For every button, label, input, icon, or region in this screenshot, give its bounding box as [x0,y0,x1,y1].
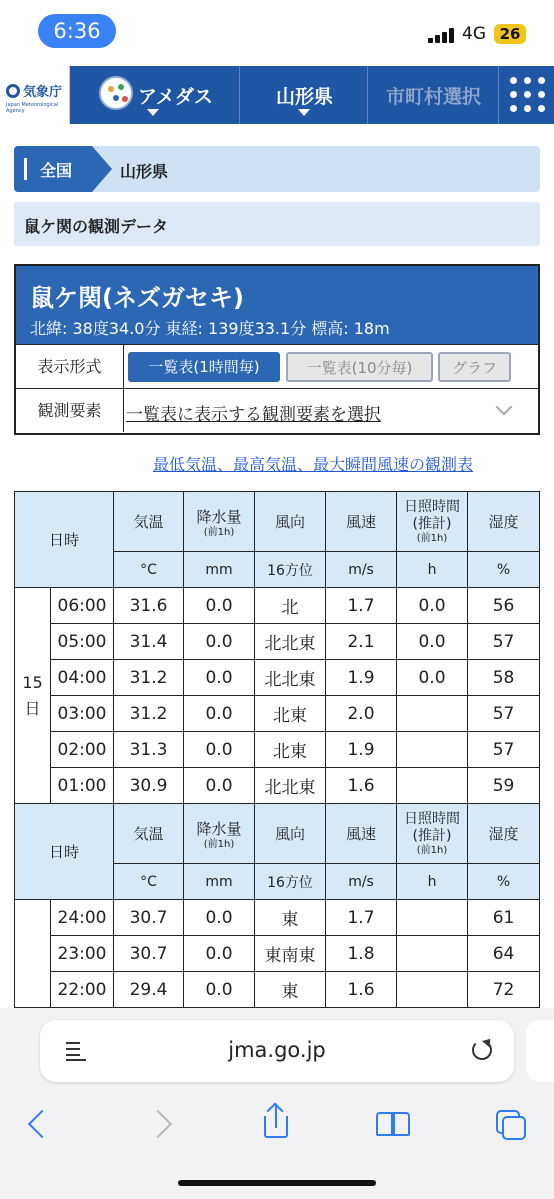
col-temp: 気温 [114,804,184,864]
cell-precip: 0.0 [184,624,255,660]
table-row [15,900,540,936]
cell-precip: 0.0 [184,900,255,936]
cell-temp: 31.3 [114,732,184,768]
logo-subtitle: Japan Meteorological Agency [6,102,59,114]
col-wind-speed: 風速 [326,804,397,864]
cell-time: 04:00 [51,660,114,696]
cell-wind-speed: 1.7 [326,588,397,624]
cell-temp: 31.2 [114,660,184,696]
col-sunshine-label2: (推計) [412,516,452,532]
col-sunshine-label2: (推計) [412,828,452,844]
cell-temp: 29.4 [114,972,184,1008]
col-precip-sub: (前1h) [203,838,235,850]
cell-precip: 0.0 [184,936,255,972]
day-label: 15日 [15,588,51,804]
chevron-down-icon[interactable] [496,399,513,416]
amedas-icon [99,76,133,110]
col-humidity: 湿度 [468,492,540,552]
reload-icon[interactable] [472,1040,492,1060]
logo-name: 気象庁 [23,85,63,100]
cell-precip: 0.0 [184,660,255,696]
col-wind-speed: 風速 [326,492,397,552]
unit-precip: mm [184,864,255,900]
col-precip-label: 降水量 [196,819,242,838]
cell-precip: 0.0 [184,972,255,1008]
table-row [15,696,540,732]
col-precip [184,492,255,552]
cell-wind-speed: 1.9 [326,732,397,768]
cell-humidity: 57 [468,696,540,732]
table-row [15,624,540,660]
station-panel [14,264,540,435]
cell-wind-speed: 1.8 [326,936,397,972]
forward-icon[interactable] [142,1104,182,1144]
col-sunshine [397,492,468,552]
cell-time: 02:00 [51,732,114,768]
unit-temp: °C [114,864,184,900]
col-sunshine-label: 日照時間 [404,811,461,827]
cell-wind-dir: 北東 [255,696,326,732]
cell-wind-speed: 2.1 [326,624,397,660]
cell-humidity: 61 [468,900,540,936]
cell-precip: 0.0 [184,696,255,732]
cell-wind-dir: 北東 [255,732,326,768]
unit-wind-dir: 16方位 [255,864,326,900]
cell-time: 05:00 [51,624,114,660]
elements-label: 観測要素 [16,389,124,432]
cell-sunshine [397,732,468,768]
bookmarks-icon[interactable] [374,1104,414,1144]
format-graph-button[interactable]: グラフ [438,352,511,382]
breadcrumb-current: 山形県 [120,162,169,181]
unit-humidity: % [468,552,540,588]
battery-icon: 26 [494,24,526,44]
nav-prefecture[interactable] [240,66,368,124]
section-title: 鼠ケ関の観測データ [14,202,540,246]
cell-wind-dir: 東南東 [255,936,326,972]
cell-sunshine: 0.0 [397,660,468,696]
extremes-link[interactable]: 最低気温、最高気温、最大瞬間風速の観測表 [153,455,474,474]
jma-emblem-icon [6,84,20,98]
cell-humidity: 72 [468,972,540,1008]
cell-temp: 31.4 [114,624,184,660]
cell-sunshine: 0.0 [397,624,468,660]
next-tab-preview[interactable] [526,1020,554,1082]
unit-temp: °C [114,552,184,588]
elements-row [16,388,538,432]
cell-wind-dir: 東 [255,972,326,1008]
col-humidity: 湿度 [468,804,540,864]
col-precip-sub: (前1h) [203,526,235,538]
book-icon [376,1112,412,1138]
table-row [15,660,540,696]
cell-temp: 30.9 [114,768,184,804]
cell-precip: 0.0 [184,588,255,624]
col-sunshine-sub: (前1h) [416,845,448,856]
nav-prefecture-label: 山形県 [276,86,334,108]
home-indicator [178,1180,376,1186]
jma-logo[interactable] [0,66,70,124]
back-icon[interactable] [22,1104,62,1144]
col-sunshine-sub: (前1h) [416,533,448,544]
col-precip-label: 降水量 [196,507,242,526]
table-row [15,732,540,768]
cell-temp: 30.7 [114,900,184,936]
cell-sunshine [397,972,468,1008]
cell-wind-dir: 北 [255,588,326,624]
cell-time: 03:00 [51,696,114,732]
unit-precip: mm [184,552,255,588]
cell-wind-dir: 北北東 [255,660,326,696]
cell-wind-speed: 1.6 [326,768,397,804]
cellular-signal-icon [428,27,458,43]
cell-precip: 0.0 [184,768,255,804]
unit-wind-speed: m/s [326,864,397,900]
chevron-down-icon [298,109,310,116]
chevron-down-icon [147,109,159,116]
cell-time: 23:00 [51,936,114,972]
nav-amedas[interactable] [70,66,240,124]
cell-humidity: 56 [468,588,540,624]
col-precip [184,804,255,864]
cell-wind-speed: 1.7 [326,900,397,936]
cell-wind-dir: 北北東 [255,624,326,660]
cell-wind-dir: 北北東 [255,768,326,804]
cell-humidity: 58 [468,660,540,696]
elements-select[interactable]: 一覧表に表示する観測要素を選択 [126,405,381,425]
cell-sunshine [397,696,468,732]
day-label-empty [15,900,51,1008]
cell-sunshine [397,936,468,972]
breadcrumb [14,146,540,192]
col-sunshine-label: 日照時間 [404,499,461,515]
url-text: jma.go.jp [228,1038,326,1062]
share-icon[interactable] [256,1104,296,1144]
station-header [16,266,538,344]
cell-temp: 30.7 [114,936,184,972]
col-datetime: 日時 [15,492,114,588]
cell-time: 06:00 [51,588,114,624]
cell-time: 01:00 [51,768,114,804]
cell-humidity: 57 [468,624,540,660]
browser-toolbar [0,1008,554,1199]
col-wind-dir: 風向 [255,492,326,552]
cell-precip: 0.0 [184,732,255,768]
cell-sunshine [397,900,468,936]
breadcrumb-home-label: 全国 [40,161,73,180]
col-datetime: 日時 [15,804,114,900]
format-hourly-button[interactable]: 一覧表(1時間毎) [128,352,280,382]
menu-button[interactable] [498,66,554,124]
breadcrumb-bar [24,158,27,180]
address-bar[interactable] [40,1020,514,1082]
unit-humidity: % [468,864,540,900]
format-10min-button[interactable]: 一覧表(10分毎) [286,352,433,382]
cell-humidity: 57 [468,732,540,768]
cell-temp: 31.2 [114,696,184,732]
grid-menu-icon [510,77,546,113]
breadcrumb-arrow-icon [92,146,112,192]
table-row [15,972,540,1008]
cell-wind-speed: 2.0 [326,696,397,732]
tabs-icon[interactable] [492,1104,532,1144]
col-wind-dir: 風向 [255,804,326,864]
col-temp: 気温 [114,492,184,552]
breadcrumb-home[interactable] [14,146,92,192]
station-coords: 北緯: 38度34.0分 東経: 139度33.1分 標高: 18m [30,319,390,338]
table-row [15,936,540,972]
nav-city-select[interactable] [368,66,498,124]
cell-wind-speed: 1.6 [326,972,397,1008]
unit-wind-speed: m/s [326,552,397,588]
status-time: 6:36 [38,14,116,48]
table-row [15,768,540,804]
cell-temp: 31.6 [114,588,184,624]
nav-amedas-label: アメダス [138,86,213,108]
site-header [0,66,554,124]
col-sunshine [397,804,468,864]
cell-humidity: 59 [468,768,540,804]
cell-sunshine: 0.0 [397,588,468,624]
format-label: 表示形式 [16,345,124,388]
unit-sunshine: h [397,864,468,900]
format-row [16,344,538,388]
cell-time: 22:00 [51,972,114,1008]
table-row [15,588,540,624]
cell-wind-speed: 1.9 [326,660,397,696]
nav-city-label: 市町村選択 [386,86,482,108]
network-type: 4G [462,24,486,44]
status-bar [0,0,554,64]
unit-wind-dir: 16方位 [255,552,326,588]
station-name: 鼠ケ関(ネズガセキ) [30,284,244,312]
cell-sunshine [397,768,468,804]
cell-wind-dir: 東 [255,900,326,936]
observation-table [14,491,541,1011]
cell-humidity: 64 [468,936,540,972]
unit-sunshine: h [397,552,468,588]
cell-time: 24:00 [51,900,114,936]
